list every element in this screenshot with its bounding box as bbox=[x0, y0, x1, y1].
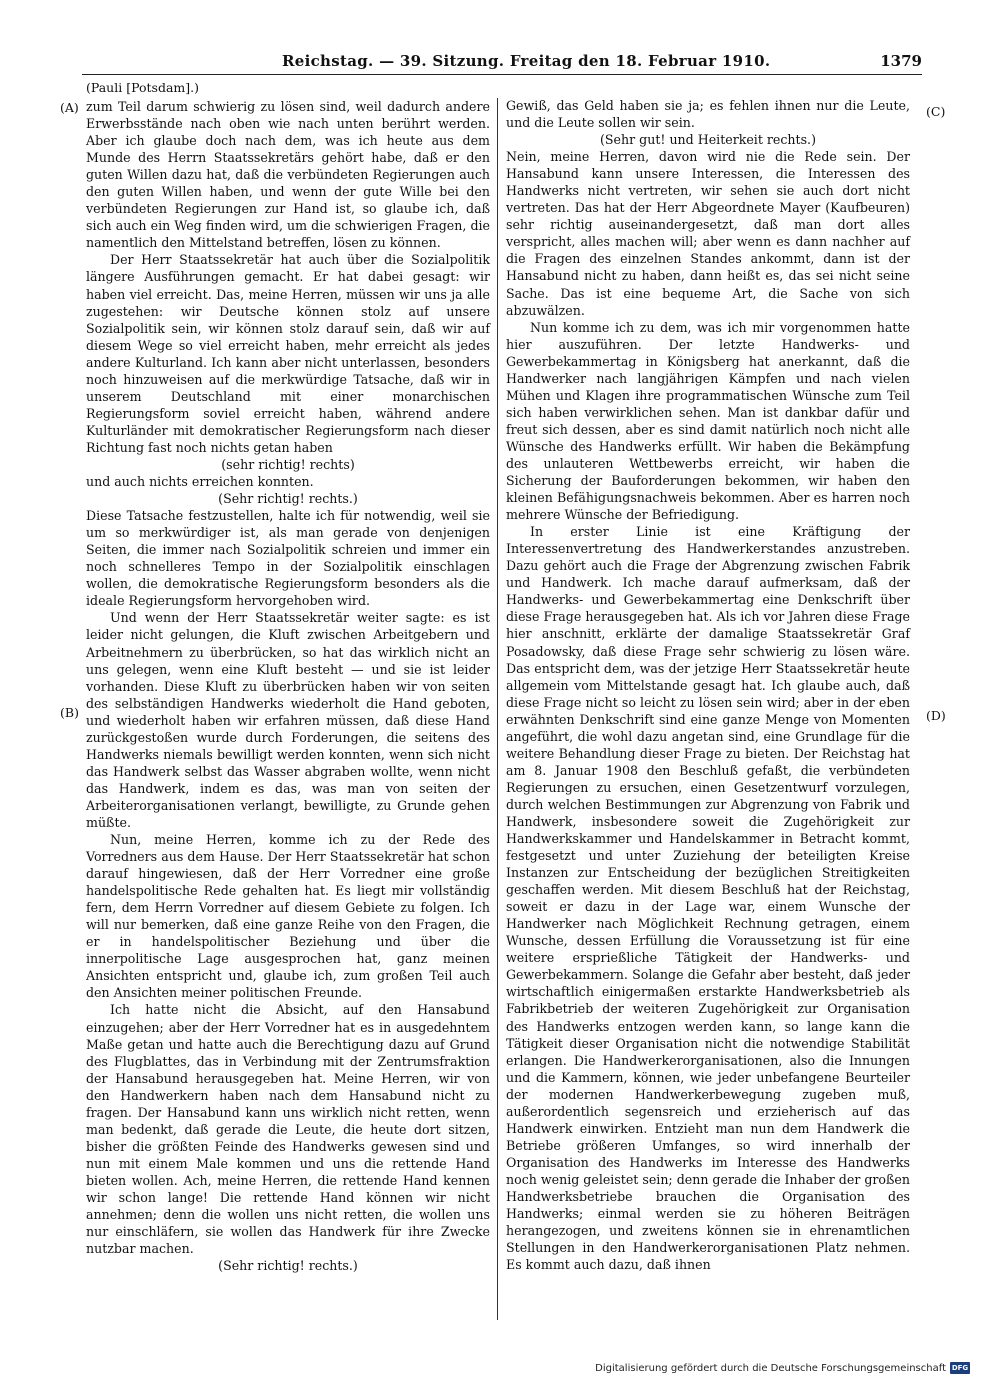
margin-marker-c: (C) bbox=[926, 104, 946, 119]
paragraph: Nein, meine Herren, davon wird nie die Rede sein. Der Hansabund kann unsere Interessen, die Interessen des Handwerks nicht vertreten, wir sehen sie auch dort nicht vertreten. Das hat der Herr Abgeordnete Mayer (Kaufbeuren) sehr richtig auseinandergesetzt, daß man dort alles verspricht, alles machen will; aber wenn es dann nachher auf die Fragen des einzelnen Standes ankommt, dann ist der Hansabund nicht zu haben, dann heißt es, das sei nicht seine Sache. Das ist eine bequeme Art, die Sache von sich abzuwälzen. bbox=[506, 149, 910, 318]
paragraph: Ich hatte nicht die Absicht, auf den Hansabund einzugehen; aber der Herr Vorredner hat es in ausgedehntem Maße getan und hatte auch die Berechtigung dazu auf Grund des Flugblattes, das in Verbindung mit der Zentrumsfraktion der Hansabund herausgegeben hat. Meine Herren, wir von den Handwerkern haben nach dem Hansabund nicht zu fragen. Der Hansabund kann uns wirklich nicht retten, wenn man bedenkt, daß gerade die Leute, die heute dort sitzen, bisher die größten Feinde des Handwerks gewesen sind und nun mit einem Male kommen und uns die rettende Hand bieten wollen. Ach, meine Herren, die rettende Hand kennen wir schon lange! Die rettende Hand können wir nicht annehmen; denn die wollen uns nicht retten, die wollen uns nur einschläfern, sie wollen das Handwerk für ihre Zwecke nutzbar machen. bbox=[86, 1002, 490, 1257]
margin-marker-d: (D) bbox=[926, 708, 946, 723]
paragraph: Der Herr Staatssekretär hat auch über die Sozialpolitik längere Ausführungen gemacht. Er hat dabei gesagt: wir haben viel erreicht. Das, meine Herren, müssen wir uns ja alle zugestehen: wir Deutsche können stolz auf unsere Sozialpolitik sein, wir können stolz darauf sein, daß wir auf diesem Wege so viel erreicht haben, mehr erreicht als jedes andere Kulturland. Ich kann aber nicht unterlassen, besonders noch hinzuweisen auf die merkwürdige Tatsache, daß wir in unserem Deutschland mit einer monarchischen Regierungsform soviel erreicht haben, während andere Kulturländer mit demokratischer Regierungsform nach dieser Richtung fast noch nichts getan haben bbox=[86, 252, 490, 455]
paragraph: Gewiß, das Geld haben sie ja; es fehlen ihnen nur die Leute, und die Leute sollen wir sein. bbox=[506, 98, 910, 131]
footer bbox=[595, 1362, 970, 1374]
paragraph: (Sehr richtig! rechts.) bbox=[218, 491, 358, 507]
margin-marker-a: (A) bbox=[60, 100, 79, 115]
paragraph: und auch nichts erreichen konnten. bbox=[86, 474, 314, 490]
paragraph: (sehr richtig! rechts) bbox=[221, 456, 355, 472]
funding-note: Digitalisierung gefördert durch die Deutsche Forschungsgemeinschaft bbox=[595, 1362, 946, 1374]
left-column bbox=[86, 98, 490, 1274]
paragraph: (Sehr gut! und Heiterkeit rechts.) bbox=[600, 132, 816, 148]
paragraph: Und wenn der Herr Staatssekretär weiter sagte: es ist leider nicht gelungen, die Kluft zwischen Arbeitgebern und Arbeitnehmern zu überbrücken, so hat das wirklich nicht an uns gelegen, wenn eine Kluft besteht — und sie ist leider vorhanden. Diese Kluft zu überbrücken haben wir von seiten des selbständigen Handwerks wiederholt die Hand geboten, und wiederholt haben wir erfahren müssen, daß diese Hand zurückgestoßen wurde durch Forderungen, die seitens des Handwerks niemals bewilligt werden konnten, wenn sich nicht das Handwerk selbst das Wasser abgraben wollte, wenn nicht das Handwerk, indem es das, was man von seiten der Arbeiterorganisationen verlangt, bewilligte, zu Grunde gehen müßte. bbox=[86, 610, 490, 830]
paragraph: In erster Linie ist eine Kräftigung der Interessenvertretung des Handwerkerstandes anzustreben. Dazu gehört auch die Frage der Abgrenzung zwischen Fabrik und Handwerk. Ich mache darauf aufmerksam, daß der Handwerks- und Gewerbekammertag eine Denkschrift über diese Frage herausgegeben hat. Als ich vor Jahren diese Frage hier anschnitt, erklärte der damalige Staatssekretär Graf Posadowsky, daß diese Frage sehr schwierig zu lösen wäre. Das entspricht dem, was der jetzige Herr Staatssekretär heute allgemein vom Mittelstande gesagt hat. Ich glaube auch, daß diese Frage nicht so leicht zu lösen sein wird; aber in der eben erwähnten Denkschrift sind eine ganze Menge von Momenten angeführt, die wohl dazu angetan sind, eine Grundlage für die weitere Behandlung dieser Frage zu bieten. Der Reichstag hat am 8. Januar 1908 den Beschluß gefaßt, die verbündeten Regierungen zu ersuchen, einen Gesetzentwurf vorzulegen, durch welchen Bestimmungen zur Abgrenzung von Fabrik und Handwerk, insbesondere soweit die Zugehörigkeit zur Handwerkskammer und Handelskammer in Betracht kommt, festgesetzt und unter Zuziehung der beteiligten Kreise Instanzen zur Entscheidung der bezüglichen Streitigkeiten geschaffen werden. Mit diesem Beschluß hat der Reichstag, soweit er dazu in der Lage war, einem Wunsche der Handwerker nach Möglichkeit Rechnung getragen, einem Wunsche, dessen Erfüllung die Voraussetzung ist für eine weitere ersprießliche Tätigkeit der Handwerks- und Gewerbekammern. Solange die Gefahr aber besteht, daß jeder wirtschaftlich einigermaßen erstarkte Handwerksbetrieb als Fabrikbetrieb der weiteren Zugehörigkeit zur Organisation des Handwerks entzogen werden kann, so lange kann die Tätigkeit dieser Organisation nicht die notwendige Stabilität erlangen. Die Handwerkerorganisationen, also die Innungen und die Kammern, können, wie jeder unbefangene Beurteiler der modernen Handwerkerbewegung zugeben muß, außerordentlich segensreich und erzieherisch auf das Handwerk einwirken. Entzieht man nun dem Handwerk die Betriebe größeren Umfanges, so wird innerhalb der Organisation des Handwerks im Interesse des Handwerks noch wenig geleistet sein; denn gerade die Inhaber der großen Handwerksbetriebe brauchen die Organisation des Handwerks; einmal werden sie zu höheren Beiträgen herangezogen, und zweitens können sie in ehrenamtlichen Stellungen in den Handwerkerorganisationen Platz nehmen. Es kommt auch dazu, daß ihnen bbox=[506, 524, 910, 1273]
dfg-logo: DFG bbox=[951, 1364, 969, 1372]
paragraph: Nun komme ich zu dem, was ich mir vorgenommen hatte hier auszuführen. Der letzte Handwerks- und Gewerbekammertag in Königsberg hat anerkannt, daß die Handwerker nach langjährigen Kämpfen und nach vielen Mühen und Klagen ihre programmatischen Wünsche zum Teil sich haben verwirklichen sehen. Man ist dankbar dafür und freut sich dessen, aber es sind damit natürlich noch nicht alle Wünsche des Handwerks erfüllt. Wir haben die Bekämpfung des unlauteren Wettbewerbs erreicht, wir haben die Sicherung der Bauforderungen bekommen, wir haben den kleinen Befähigungsnachweis bekommen. Aber es harren noch mehrere Wünsche der Befriedigung. bbox=[506, 319, 910, 523]
margin-marker-b: (B) bbox=[60, 705, 79, 720]
page-header bbox=[82, 52, 922, 76]
paragraph: Nun, meine Herren, komme ich zu der Rede des Vorredners aus dem Hause. Der Herr Staatssekretär hat schon darauf hingewiesen, daß der Herr Vorredner eine große handelspolitische Rede gehalten hat. Es liegt mir vollständig fern, dem Herrn Vorredner auf diesem Gebiete zu folgen. Ich will nur bemerken, daß eine ganze Reihe von den Fragen, die er in handelspolitischer Beziehung und über die innerpolitische Lage ausgesprochen hat, ganz meinen Ansichten entspricht und, glaube ich, zum großen Teil auch den Ansichten meiner politischen Freunde. bbox=[86, 832, 490, 1001]
right-column bbox=[506, 97, 910, 1273]
paragraph: (Sehr richtig! rechts.) bbox=[218, 1258, 358, 1274]
header-rule bbox=[82, 74, 922, 75]
speaker-label: (Pauli [Potsdam].) bbox=[86, 80, 199, 95]
running-title: Reichstag. — 39. Sitzung. Freitag den 18. Februar 1910. bbox=[282, 52, 771, 70]
paragraph: Diese Tatsache festzustellen, halte ich für notwendig, weil sie um so merkwürdiger ist, als man gerade von denjenigen Seiten, die immer nach Sozialpolitik schreien und immer ein noch schnelleres Tempo in der Sozialpolitik einschlagen wollen, die demokratische Regierungsform besonders als die ideale Regierungsform hervorgehoben wird. bbox=[86, 508, 490, 609]
column-divider bbox=[497, 98, 498, 1320]
page-number: 1379 bbox=[880, 52, 922, 70]
paragraph: zum Teil darum schwierig zu lösen sind, weil dadurch andere Erwerbsstände nach oben wie nach unten berührt werden. Aber ich glaube doch nach dem, was ich heute aus dem Munde des Herrn Staatssekretärs gehört habe, daß er den guten Willen dazu hat, daß die verbündeten Regierungen auch den guten Willen haben, und wenn der gute Wille bei den verbündeten Regierungen zur Hand ist, so glaube ich, daß sich auch ein Weg finden wird, um die schwierigen Fragen, die namentlich den Mittelstand betreffen, lösen zu können. bbox=[86, 99, 490, 251]
